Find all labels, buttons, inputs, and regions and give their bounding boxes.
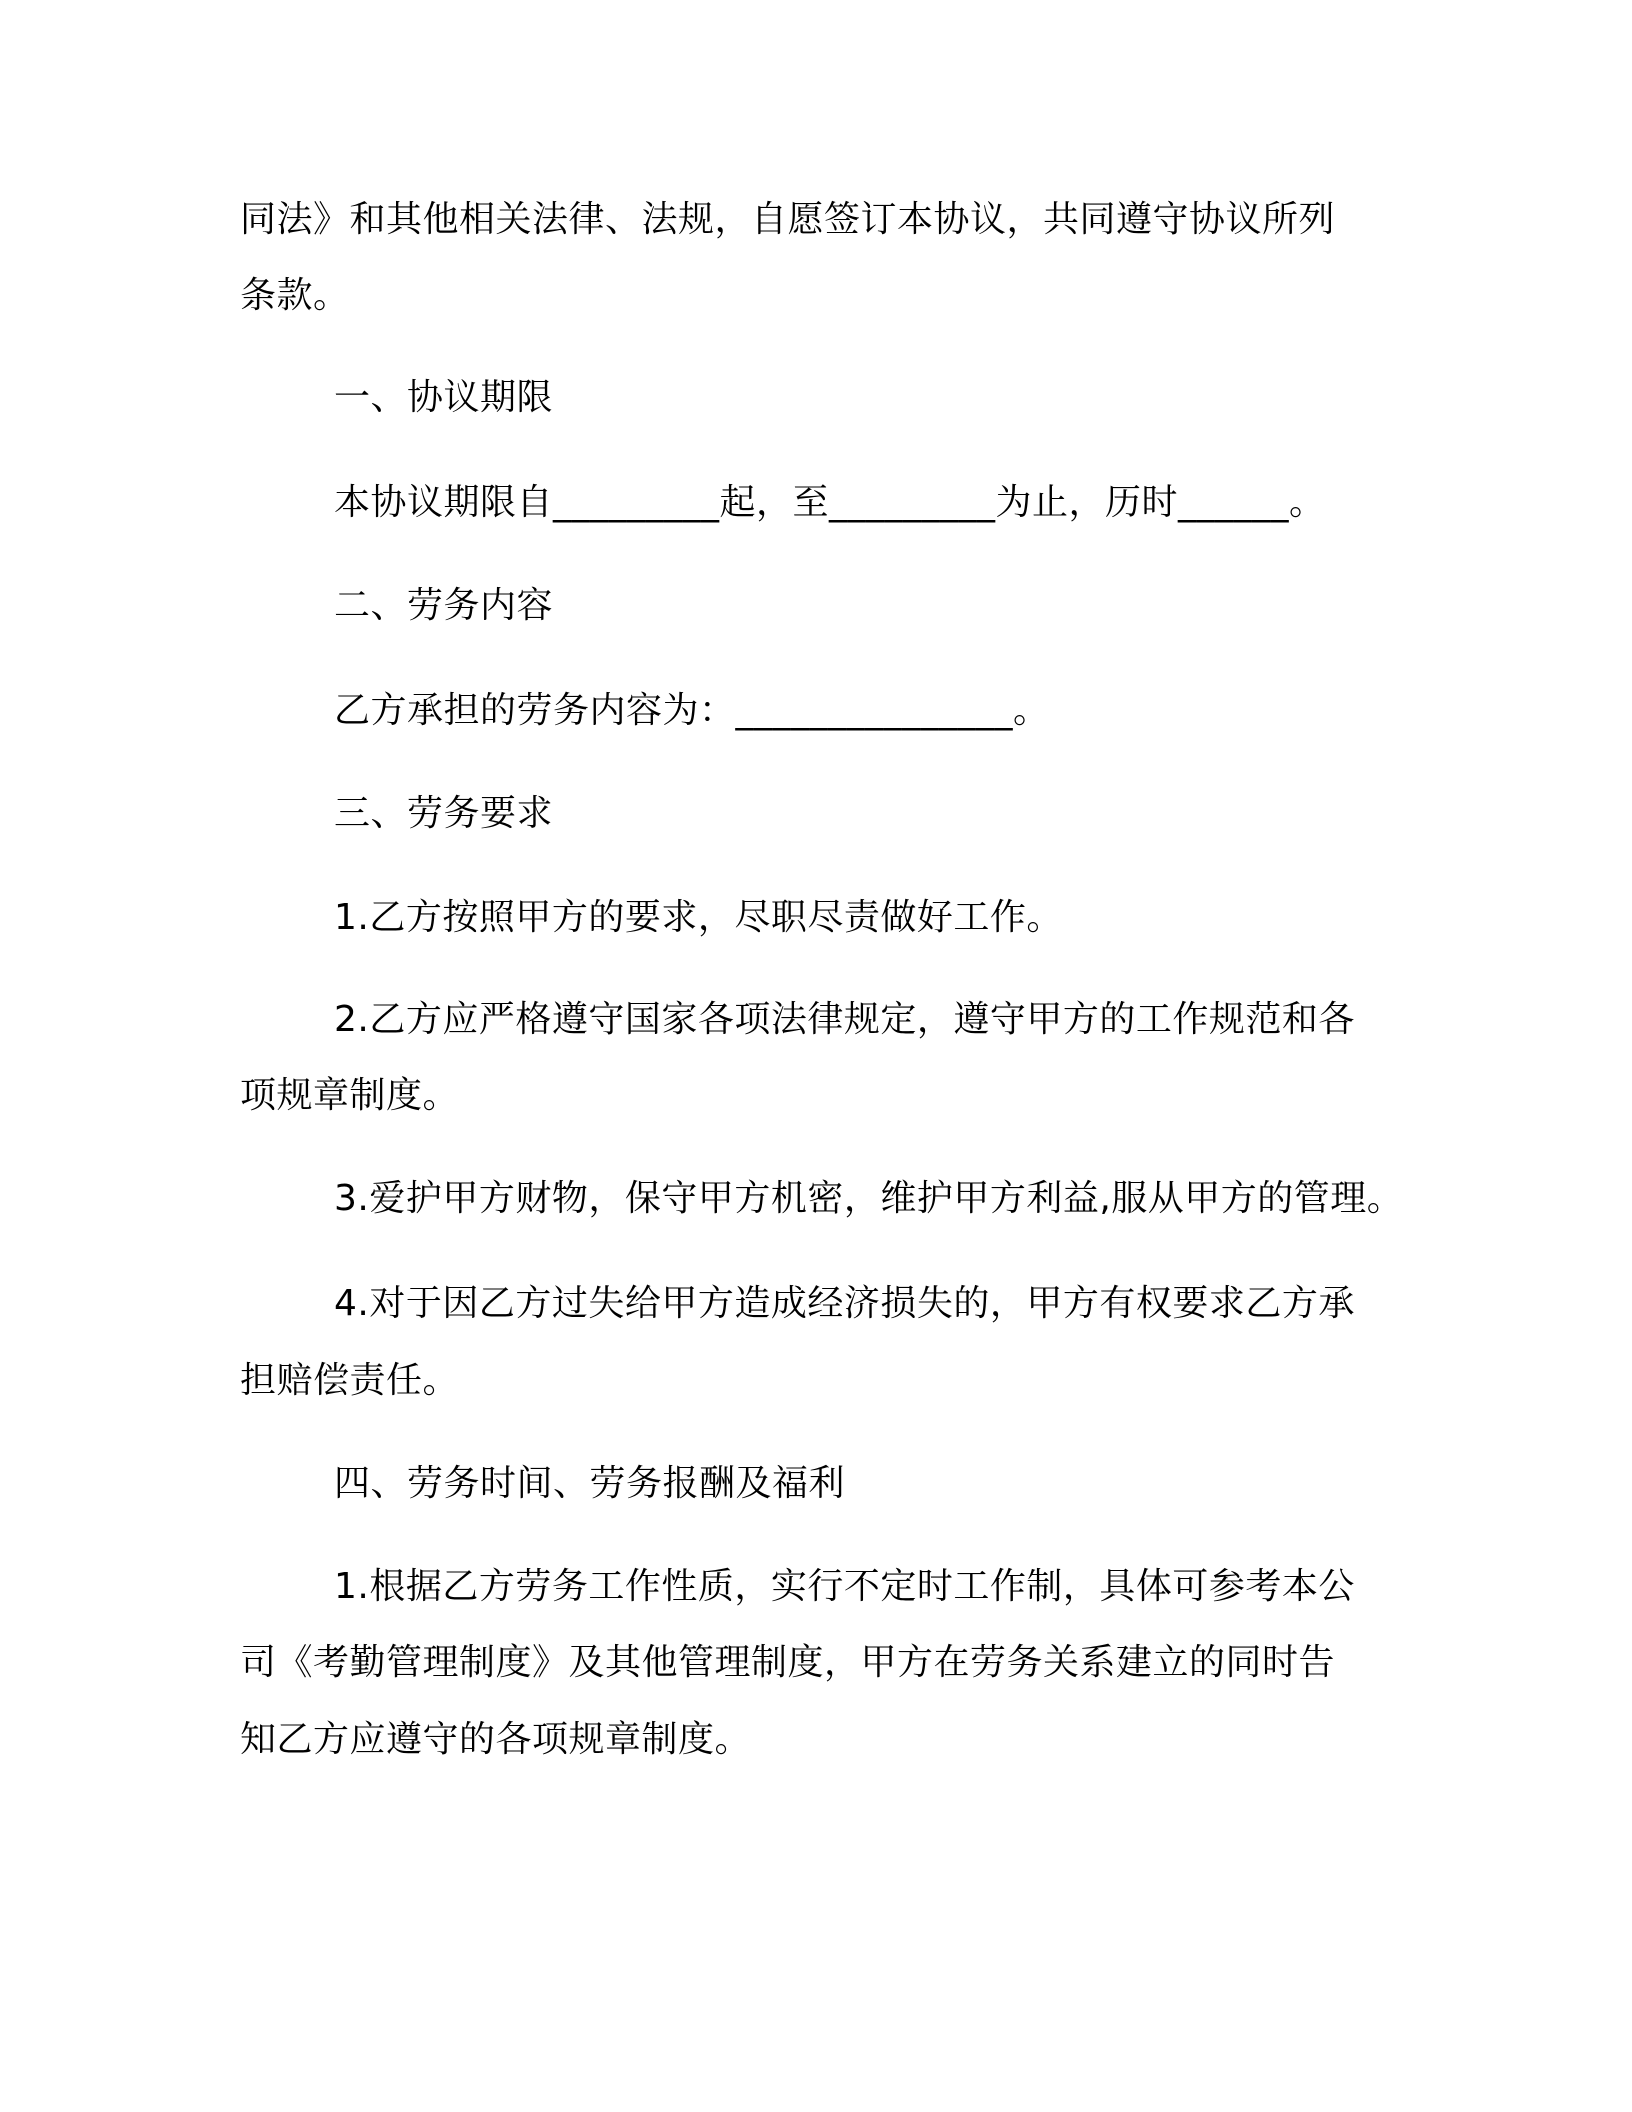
requirement-item-4: 4.对于因乙方过失给甲方造成经济损失的，甲方有权要求乙方承 [334, 1283, 1355, 1324]
time-item-1: 1.根据乙方劳务工作性质，实行不定时工作制，具体可参考本公 [334, 1566, 1355, 1607]
text-line-continuation: 同法》和其他相关法律、法规，自愿签订本协议，共同遵守协议所列 [240, 199, 1336, 240]
section-heading-4: 四、劳务时间、劳务报酬及福利 [334, 1463, 846, 1504]
section-heading-2: 二、劳务内容 [334, 585, 554, 626]
text-line-continuation: 条款。 [240, 275, 350, 316]
requirement-item-2: 2.乙方应严格遵守国家各项法律规定，遵守甲方的工作规范和各 [334, 999, 1355, 1040]
requirement-item-1: 1.乙方按照甲方的要求，尽职尽责做好工作。 [334, 897, 1063, 938]
time-item-1-cont: 司《考勤管理制度》及其他管理制度，甲方在劳务关系建立的同时告 [240, 1642, 1336, 1683]
term-paragraph: 本协议期限自_________起，至_________为止，历时______。 [334, 482, 1326, 523]
requirement-item-2-cont: 项规章制度。 [240, 1075, 460, 1116]
section-heading-3: 三、劳务要求 [334, 793, 554, 834]
requirement-item-3: 3.爱护甲方财物，保守甲方机密，维护甲方利益,服从甲方的管理。 [334, 1178, 1404, 1219]
service-content-paragraph: 乙方承担的劳务内容为：_______________。 [334, 690, 1050, 731]
requirement-item-4-cont: 担赔偿责任。 [240, 1360, 460, 1401]
time-item-1-cont: 知乙方应遵守的各项规章制度。 [240, 1719, 752, 1760]
section-heading-1: 一、协议期限 [334, 377, 554, 418]
